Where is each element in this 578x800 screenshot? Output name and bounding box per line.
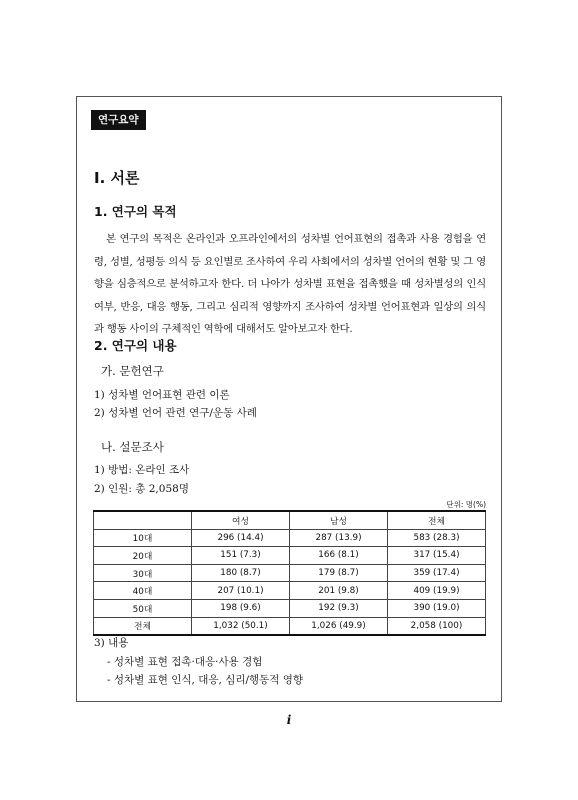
table-cell: 10대 xyxy=(94,529,192,547)
literature-item: 2) 성차별 언어 관련 연구/운동 사례 xyxy=(94,407,257,419)
table-cell: 전체 xyxy=(94,617,192,635)
table-cell: 583 (28.3) xyxy=(388,529,486,547)
survey-item: 1) 방법: 온라인 조사 xyxy=(94,464,190,476)
content-heading: 2. 연구의 내용 xyxy=(94,338,177,353)
content-list-title: 3) 내용 xyxy=(94,637,129,649)
table-row-total xyxy=(94,617,486,635)
survey-heading: 나. 설문조사 xyxy=(101,440,164,454)
table-row xyxy=(94,564,486,582)
table-cell: 296 (14.4) xyxy=(192,529,290,547)
table-cell: 198 (9.6) xyxy=(192,599,290,617)
content-list-item: - 성차별 표현 인식, 대응, 심리/행동적 영향 xyxy=(107,674,304,686)
purpose-paragraph: 본 연구의 목적은 온라인과 오프라인에서의 성차별 언어표현의 접촉과 사용 경험을 연령, 성별, 성평등 의식 등 요인별로 조사하여 우리 사회에서의 성차별 언어의 현황 및 그 영향을 심층적으로 분석하고자 한다. 더 나아가 성차별 표현을 접촉했을 때 성차별성의 인식 여부, 반응, 대응 행동, 그리고 심리적 영향까지 조사하여 성차별 언어표현과 일상의 의식과 행동 사이의 구체적인 역학에 대해서도 알아보고자 한다. xyxy=(94,233,486,335)
table-cell: 201 (9.8) xyxy=(290,582,388,600)
table-cell: 50대 xyxy=(94,599,192,617)
survey-item: 2) 인원: 총 2,058명 xyxy=(94,483,189,495)
literature-heading: 가. 문헌연구 xyxy=(101,364,164,378)
content-list-item: - 성차별 표현 접촉·대응·사용 경험 xyxy=(107,656,263,668)
page-number: i xyxy=(286,713,292,727)
table-unit: 단위: 명(%) xyxy=(446,500,486,509)
table-header-cell: 전체 xyxy=(388,511,486,529)
table-row xyxy=(94,529,486,547)
table-cell: 207 (10.1) xyxy=(192,582,290,600)
table-cell: 287 (13.9) xyxy=(290,529,388,547)
table-cell: 359 (17.4) xyxy=(388,564,486,582)
table-cell: 317 (15.4) xyxy=(388,547,486,565)
table-header-row xyxy=(94,511,486,529)
table-cell: 20대 xyxy=(94,547,192,565)
table-cell: 40대 xyxy=(94,582,192,600)
table-row xyxy=(94,599,486,617)
table-header-cell xyxy=(94,511,192,529)
survey-table xyxy=(93,510,486,636)
table-cell: 2,058 (100) xyxy=(388,617,486,635)
table-row xyxy=(94,582,486,600)
table-cell: 180 (8.7) xyxy=(192,564,290,582)
table-cell: 192 (9.3) xyxy=(290,599,388,617)
table-cell: 151 (7.3) xyxy=(192,547,290,565)
table-cell: 1,026 (49.9) xyxy=(290,617,388,635)
purpose-heading: 1. 연구의 목적 xyxy=(94,204,177,219)
literature-item: 1) 성차별 언어표현 관련 이론 xyxy=(94,389,230,401)
table-row xyxy=(94,547,486,565)
table-cell: 179 (8.7) xyxy=(290,564,388,582)
table-cell: 166 (8.1) xyxy=(290,547,388,565)
summary-badge: 연구요약 xyxy=(91,110,146,130)
table-header-cell: 남성 xyxy=(290,511,388,529)
table-cell: 409 (19.9) xyxy=(388,582,486,600)
section-title: Ⅰ. 서론 xyxy=(94,169,140,187)
table-cell: 30대 xyxy=(94,564,192,582)
table-cell: 390 (19.0) xyxy=(388,599,486,617)
table-cell: 1,032 (50.1) xyxy=(192,617,290,635)
table-header-cell: 여성 xyxy=(192,511,290,529)
